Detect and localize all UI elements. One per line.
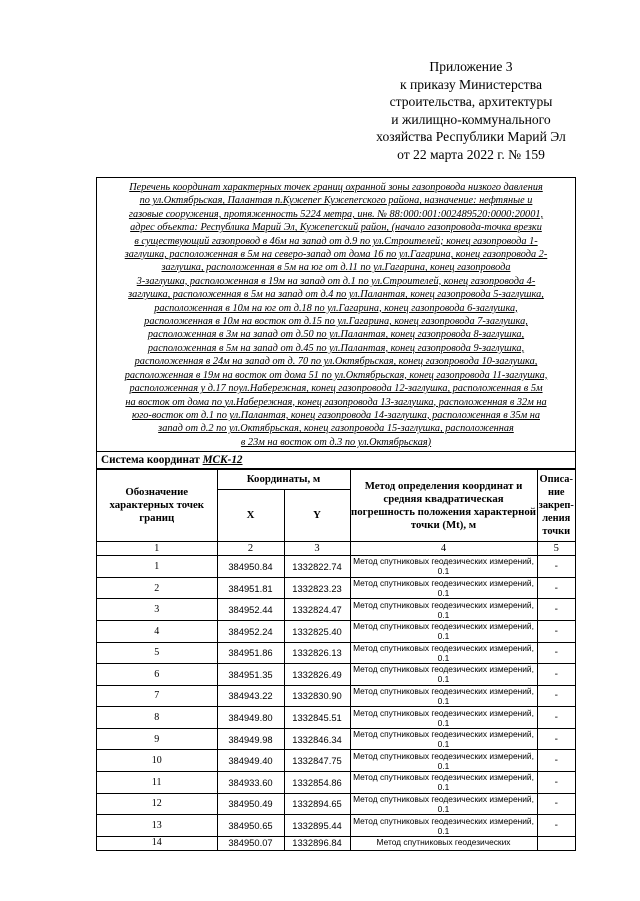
header-y: Y (284, 490, 350, 542)
method-cell: Метод спутниковых геодезических измерений, 0.1 (350, 750, 537, 772)
x-coordinate: 384951.35 (217, 664, 284, 686)
description-line: расположенная в 10м на юг от д.18 по ул.Гагарина, конец газопровода 6-заглушка, (154, 302, 518, 314)
x-coordinate: 384952.44 (217, 599, 284, 621)
y-coordinate: 1332825.40 (284, 620, 350, 642)
appendix-line: Приложение 3 (429, 59, 513, 74)
column-number: 5 (537, 542, 575, 556)
table-row (97, 577, 575, 599)
table-row (97, 707, 575, 729)
point-number: 7 (97, 685, 217, 707)
y-coordinate: 1332847.75 (284, 750, 350, 772)
y-coordinate: 1332846.34 (284, 728, 350, 750)
table-row (97, 556, 575, 578)
coordinates-document (96, 177, 576, 851)
method-cell: Метод спутниковых геодезических измерений, 0.1 (350, 556, 537, 578)
method-cell: Метод спутниковых геодезических измерений, 0.1 (350, 620, 537, 642)
y-coordinate: 1332822.74 (284, 556, 350, 578)
description-line: юго-восток от д.1 по ул.Палантая, конец газопровода 14-заглушка, расположенная в 35м на (132, 409, 540, 421)
method-cell: Метод спутниковых геодезических измерений, 0.1 (350, 815, 537, 837)
header-points: Обозначение характерных точек границ (97, 470, 217, 542)
fixing-cell: - (537, 599, 575, 621)
y-coordinate: 1332826.49 (284, 664, 350, 686)
table-row (97, 685, 575, 707)
fixing-cell: - (537, 556, 575, 578)
point-number: 11 (97, 772, 217, 794)
fixing-cell: - (537, 620, 575, 642)
header-x: X (217, 490, 284, 542)
y-coordinate: 1332845.51 (284, 707, 350, 729)
point-number: 6 (97, 664, 217, 686)
appendix-header (340, 58, 602, 164)
table-row (97, 728, 575, 750)
description-line: в 23м на восток от д.3 по ул.Октябрьская) (240, 436, 432, 448)
fixing-cell: - (537, 793, 575, 815)
column-number-row (97, 542, 575, 556)
table-row (97, 793, 575, 815)
fixing-cell: - (537, 772, 575, 794)
appendix-line: хозяйства Республики Марий Эл (376, 129, 566, 145)
point-number: 9 (97, 728, 217, 750)
description-line: запад от д.2 по ул.Октябрьская, конец газопровода 15-заглушка, расположенная (158, 423, 514, 435)
description-line: расположенная в 19м на восток от дома 51 по ул.Октябрьская, конец газопровода 11-заглушка, (124, 369, 548, 381)
point-number: 13 (97, 815, 217, 837)
x-coordinate: 384951.81 (217, 577, 284, 599)
column-number: 1 (97, 542, 217, 556)
point-number: 1 (97, 556, 217, 578)
description-line: в существующий газопровод в 46м на запад от д.9 по ул.Строителей; конец газопровода 1- (134, 235, 538, 247)
table-row (97, 664, 575, 686)
x-coordinate: 384949.80 (217, 707, 284, 729)
y-coordinate: 1332830.90 (284, 685, 350, 707)
appendix-line: от 22 марта 2022 г. № 159 (397, 146, 545, 162)
description-line: по ул.Октябрьская, Палантая п.Кужener Кужenerского района, назначение: нефтяные и (139, 195, 533, 207)
method-cell: Метод спутниковых геодезических измерений, 0.1 (350, 793, 537, 815)
method-cell: Метод спутниковых геодезических измерений, 0.1 (350, 772, 537, 794)
appendix-line: к приказу Министерства (399, 76, 543, 92)
description-line: заглушка, расположенная в 5м на юг от д.11 по ул.Гагарина, конец газопровода (161, 262, 511, 274)
coordinates-table (97, 469, 575, 850)
x-coordinate: 384952.24 (217, 620, 284, 642)
point-number: 8 (97, 707, 217, 729)
point-number: 5 (97, 642, 217, 664)
fixing-cell: - (537, 815, 575, 837)
y-coordinate: 1332826.13 (284, 642, 350, 664)
method-cell: Метод спутниковых геодезических измерений, 0.1 (350, 707, 537, 729)
x-coordinate: 384950.49 (217, 793, 284, 815)
description-line: газовые сооружения, протяженность 5224 метра, инв. № 88:000:001:002489520:0000:20001, (128, 208, 544, 220)
point-number: 12 (97, 793, 217, 815)
description-line: адрес объекта: Республика Марий Эл, Кужenerский район, (начало газопровода-точка врезки (130, 222, 542, 234)
header-coordinates: Координаты, м (217, 470, 350, 490)
fixing-cell: - (537, 728, 575, 750)
point-number: 3 (97, 599, 217, 621)
point-number: 10 (97, 750, 217, 772)
method-cell: Метод спутниковых геодезических измерений, 0.1 (350, 685, 537, 707)
description-line: расположенная в 5м на запад от д.45 по ул.Палантая, конец газопровода 9-заглушка, (147, 342, 525, 354)
method-cell: Метод спутниковых геодезических (350, 836, 537, 850)
column-number: 4 (350, 542, 537, 556)
table-row (97, 815, 575, 837)
description-line: заглушка, расположенная в 5м на запад от д.4 по ул.Палантая, конец газопровода 5-заглушка, (128, 289, 544, 301)
description-line: расположенная у д.17 поул.Набережная, конец газопровода 12-заглушка, расположенная в 5м (129, 383, 543, 395)
x-coordinate: 384950.07 (217, 836, 284, 850)
y-coordinate: 1332896.84 (284, 836, 350, 850)
fixing-cell: - (537, 685, 575, 707)
coordinate-system-value: МСК-12 (202, 454, 243, 467)
y-coordinate: 1332895.44 (284, 815, 350, 837)
x-coordinate: 384949.98 (217, 728, 284, 750)
appendix-line: и жилищно-коммунального (391, 111, 551, 127)
description-line: Перечень координат характерных точек границ охранной зоны газопровода низкого давления (129, 182, 543, 193)
fixing-cell (537, 836, 575, 850)
fixing-cell: - (537, 750, 575, 772)
y-coordinate: 1332824.47 (284, 599, 350, 621)
fixing-cell: - (537, 642, 575, 664)
table-row (97, 599, 575, 621)
y-coordinate: 1332854.86 (284, 772, 350, 794)
y-coordinate: 1332894.65 (284, 793, 350, 815)
point-number: 14 (97, 836, 217, 850)
x-coordinate: 384933.60 (217, 772, 284, 794)
coordinate-system-label: Система координат (101, 454, 200, 467)
description-line: заглушка, расположенная в 5м на северо-запад от дома 16 по ул.Гагарина, конец газопровода 2- (124, 249, 548, 261)
header-fixing: Описа-ние закреп-ления точки (537, 470, 575, 542)
appendix-line: строительства, архитектуры (389, 94, 553, 110)
table-row (97, 642, 575, 664)
object-description (97, 178, 575, 452)
method-cell: Метод спутниковых геодезических измерений, 0.1 (350, 599, 537, 621)
description-line: расположенная в 10м на восток от д.15 по ул.Гагарина, конец газопровода 7-заглушка, (144, 316, 528, 328)
point-number: 4 (97, 620, 217, 642)
x-coordinate: 384950.84 (217, 556, 284, 578)
method-cell: Метод спутниковых геодезических измерений, 0.1 (350, 664, 537, 686)
x-coordinate: 384950.65 (217, 815, 284, 837)
x-coordinate: 384943.22 (217, 685, 284, 707)
description-line: 3-заглушка, расположенная в 19м на запад от д.1 по ул.Строителей, конец газопровода 4- (136, 275, 536, 287)
column-number: 2 (217, 542, 284, 556)
column-number: 3 (284, 542, 350, 556)
table-row (97, 620, 575, 642)
header-method: Метод определения координат и средняя квадратическая погрешность положения характерной точки (Mt), м (350, 470, 537, 542)
table-row (97, 836, 575, 850)
x-coordinate: 384949.40 (217, 750, 284, 772)
point-number: 2 (97, 577, 217, 599)
method-cell: Метод спутниковых геодезических измерений, 0.1 (350, 642, 537, 664)
method-cell: Метод спутниковых геодезических измерений, 0.1 (350, 728, 537, 750)
description-line: расположенная в 24м на запад от д. 70 по ул.Октябрьская, конец газопровода 10-заглушка, (134, 356, 538, 368)
y-coordinate: 1332823.23 (284, 577, 350, 599)
description-line: расположенная в 3м на запад от д.50 по ул.Палантая, конец газопровода 8-заглушка, (147, 329, 525, 341)
coordinate-system-row (97, 452, 575, 469)
fixing-cell: - (537, 577, 575, 599)
x-coordinate: 384951.86 (217, 642, 284, 664)
fixing-cell: - (537, 664, 575, 686)
table-row (97, 772, 575, 794)
table-row (97, 750, 575, 772)
description-line: на восток от дома по ул.Набережная, конец газопровода 13-заглушка, расположенная в 32м на (125, 396, 547, 408)
method-cell: Метод спутниковых геодезических измерений, 0.1 (350, 577, 537, 599)
fixing-cell: - (537, 707, 575, 729)
